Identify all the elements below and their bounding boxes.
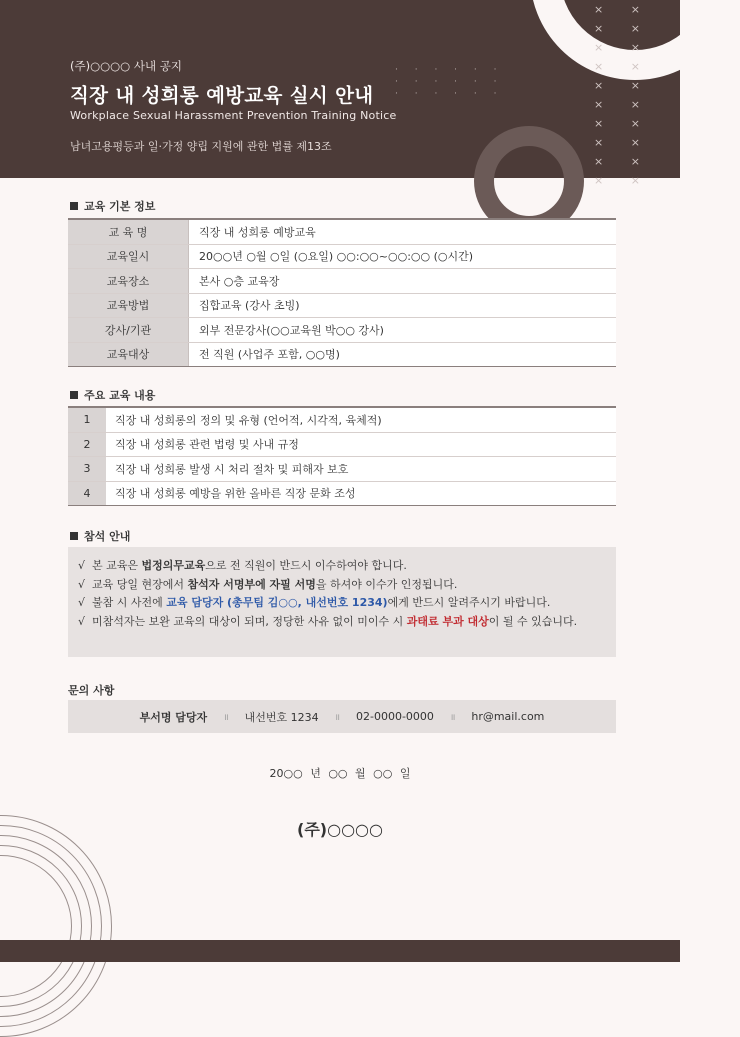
row-value: 직장 내 성희롱 예방교육: [189, 219, 617, 244]
basic-info-table: [68, 218, 616, 367]
row-label: 교육방법: [68, 293, 189, 318]
header-eyebrow: (주)○○○○ 사내 공지: [70, 59, 182, 73]
header-banner: [0, 0, 680, 187]
row-number: 2: [68, 432, 106, 457]
contact-info-bar: [68, 700, 616, 733]
checkmark-icon: √: [78, 577, 86, 591]
row-number: 4: [68, 481, 106, 506]
table-row: [68, 457, 616, 482]
contact-heading: 문의 사항: [68, 684, 115, 697]
row-text: 직장 내 성희롱 발생 시 처리 절차 및 피해자 보호: [106, 457, 616, 482]
attendance-notice-box: [68, 547, 616, 657]
table-row: [68, 269, 616, 294]
row-label: 교육장소: [68, 269, 189, 294]
table-row: [68, 318, 616, 343]
footer-bar: [0, 940, 680, 962]
contact-phone: 02-0000-0000: [356, 710, 434, 723]
table-row: [68, 293, 616, 318]
row-value: 외부 전문강사(○○교육원 박○○ 강사): [189, 318, 617, 343]
row-value: 전 직원 (사업주 포함, ○○명): [189, 342, 617, 367]
issue-date: 20○○ 년 ○○ 월 ○○ 일: [269, 767, 411, 780]
notice-item: √ 불참 시 사전에 교육 담당자 (총무팀 김○○, 내선번호 1234)에게 반드시 알려주시기 바랍니다.: [78, 594, 606, 613]
row-text: 직장 내 성희롱 예방을 위한 올바른 직장 문화 조성: [106, 481, 616, 506]
page-subtitle: Workplace Sexual Harassment Prevention Training Notice: [70, 109, 397, 122]
row-number: 1: [68, 407, 106, 432]
checkmark-icon: √: [78, 614, 86, 628]
row-label: 교육일시: [68, 244, 189, 269]
table-row: [68, 407, 616, 432]
legal-reference: 남녀고용평등과 일·가정 양립 지원에 관한 법률 제13조: [70, 140, 332, 153]
section-heading-notice: 참석 안내: [70, 528, 130, 544]
square-bullet-icon: [70, 391, 78, 399]
notice-item: √ 본 교육은 법정의무교육으로 전 직원이 반드시 이수하여야 합니다.: [78, 557, 606, 576]
section-heading-content: 주요 교육 내용: [70, 387, 155, 403]
row-label: 강사/기관: [68, 318, 189, 343]
square-bullet-icon: [70, 202, 78, 210]
separator-icon: ॥: [449, 713, 456, 723]
row-value: 본사 ○층 교육장: [189, 269, 617, 294]
contact-extension: 내선번호 1234: [244, 710, 319, 724]
training-content-table: [68, 406, 616, 506]
decorative-x-pattern: × × × × × × × × × × × × × × × × × × × ×: [594, 3, 652, 187]
contact-email[interactable]: hr@mail.com: [471, 710, 545, 723]
table-row: [68, 219, 616, 244]
page-title: 직장 내 성희롱 예방교육 실시 안내: [70, 84, 374, 107]
separator-icon: ॥: [223, 713, 229, 723]
row-label: 교육대상: [68, 342, 189, 367]
row-number: 3: [68, 457, 106, 482]
table-row: [68, 432, 616, 457]
row-label: 교 육 명: [68, 219, 189, 244]
decorative-dot-pattern: · · · · · · · · · · · · · · · · · ·: [395, 65, 504, 99]
company-name: (주)○○○○: [297, 820, 383, 839]
table-row: [68, 342, 616, 367]
notice-item: √ 미참석자는 보완 교육의 대상이 되며, 정당한 사유 없이 미이수 시 과태료 부과 대상이 될 수 있습니다.: [78, 613, 606, 632]
notice-item: √ 교육 당일 현장에서 참석자 서명부에 자필 서명을 하셔야 이수가 인정됩니다.: [78, 576, 606, 595]
checkmark-icon: √: [78, 596, 86, 609]
table-row: [68, 244, 616, 269]
row-text: 직장 내 성희롱 관련 법령 및 사내 규정: [106, 432, 616, 457]
separator-icon: ॥: [334, 713, 340, 723]
table-row: [68, 481, 616, 506]
row-value: 집합교육 (강사 초빙): [189, 293, 617, 318]
contact-department: 부서명 담당자: [139, 710, 208, 724]
checkmark-icon: √: [78, 559, 86, 572]
square-bullet-icon: [70, 532, 78, 540]
row-text: 직장 내 성희롱의 정의 및 유형 (언어적, 시각적, 육체적): [106, 407, 616, 432]
row-value: 20○○년 ○월 ○일 (○요일) ○○:○○~○○:○○ (○시간): [189, 244, 617, 269]
section-heading-basic-info: 교육 기본 정보: [70, 198, 155, 214]
